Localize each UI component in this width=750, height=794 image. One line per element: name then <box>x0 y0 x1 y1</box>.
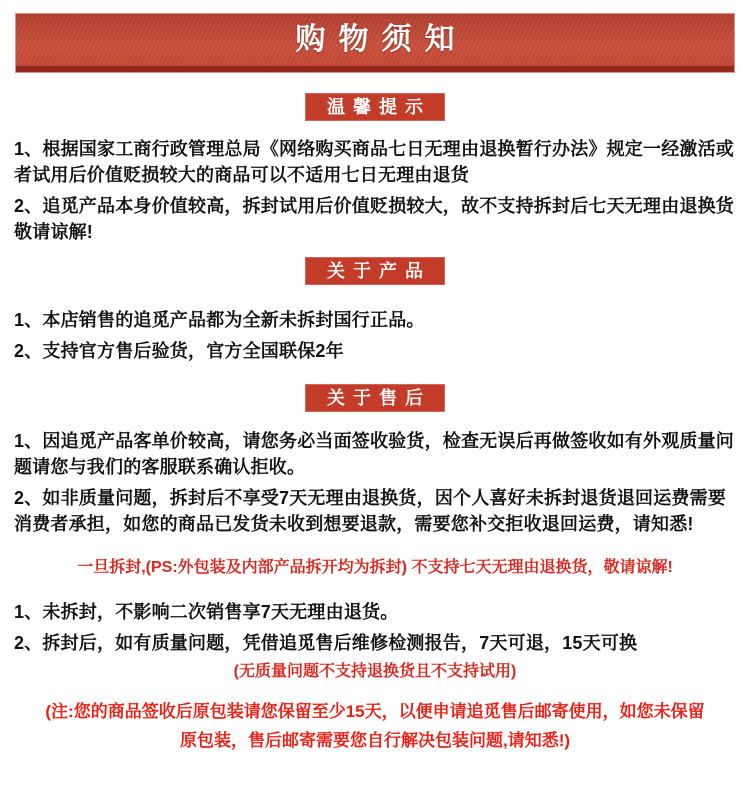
package-retention-note: (注:您的商品签收后原包装请您保留至少15天，以便申请追觅售后邮寄使用，如您未保留原包装，售后邮寄需要您自行解决包装问题,请知悉!) <box>45 702 705 750</box>
banner-bottom-strip <box>16 66 734 72</box>
page-title: 购物须知 <box>16 14 734 66</box>
shopping-notice-page <box>0 13 750 794</box>
notice-item: 1、根据国家工商行政管理总局《网络购买商品七日无理由退换暂行办法》规定一经激活或者试用后价值贬损较大的商品可以不适用七日无理由退货 <box>14 139 735 185</box>
tips-item-list <box>14 136 736 245</box>
product-item-list <box>14 307 736 364</box>
section-badge-product: 关于产品 <box>305 257 445 285</box>
section-badge-tips: 温馨提示 <box>305 93 445 121</box>
return-policy-item-list <box>14 599 736 656</box>
notice-item: 2、追觅产品本身价值较高，拆封试用后价值贬损较大，故不支持拆封后七天无理由退换货敬请谅解! <box>14 196 735 242</box>
after-sales-item-list <box>14 428 736 537</box>
notice-item: 1、本店销售的追觅产品都为全新未拆封国行正品。 <box>14 310 425 330</box>
seal-warning-note: 一旦拆封,(PS:外包装及内部产品拆开均为拆封) 不支持七天无理由退换货，敬请谅解! <box>77 559 673 576</box>
notice-item: 1、未拆封，不影响二次销售享7天无理由退货。 <box>14 602 399 622</box>
notice-item: 2、支持官方售后验货，官方全国联保2年 <box>14 341 344 361</box>
notice-item: 2、拆封后，如有质量问题，凭借追觅售后维修检测报告，7天可退，15天可换 <box>14 633 638 653</box>
no-defect-note: (无质量问题不支持退换货且不支持试用) <box>233 663 517 680</box>
section-badge-after-sales: 关于售后 <box>305 384 445 412</box>
page-header-banner <box>15 13 735 73</box>
notice-item: 1、因追觅产品客单价较高，请您务必当面签收验货，检查无误后再做签收如有外观质量问题请您与我们的客服联系确认拒收。 <box>14 431 735 477</box>
notice-item: 2、如非质量问题，拆封后不享受7天无理由退换货，因个人喜好未拆封退货退回运费需要消费者承担，如您的商品已发货未收到想要退款，需要您补交拒收退回运费，请知悉! <box>14 488 727 534</box>
